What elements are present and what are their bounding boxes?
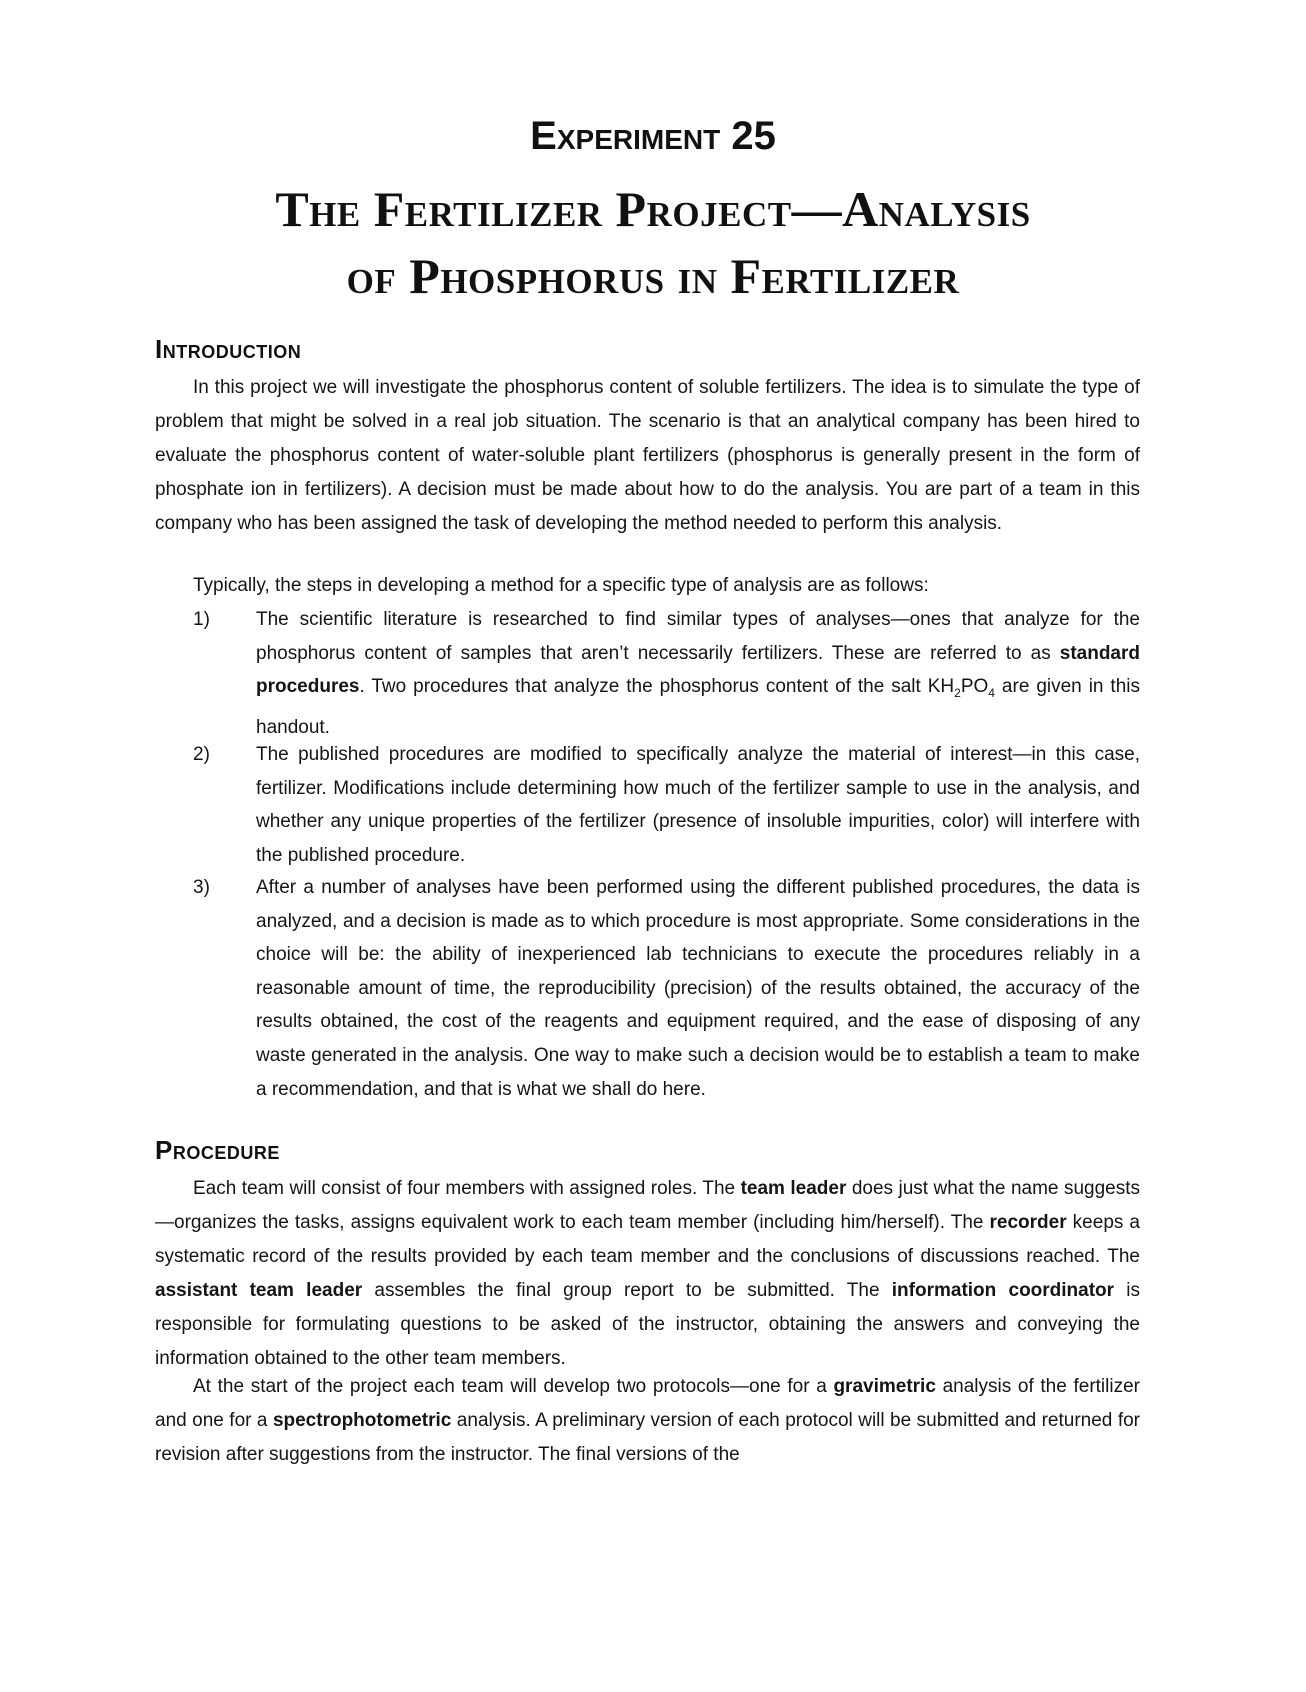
introduction-paragraph-2: Typically, the steps in developing a method for a specific type of analysis are as follows: — [193, 575, 929, 596]
text-run: does just what the name suggests—organizes the tasks, assigns equivalent work to each team member (including him/herself). The — [155, 1178, 1140, 1233]
text-run: keeps a systematic record of the results provided by each team member and the conclusions of discussions reached. The — [155, 1212, 1141, 1267]
step-1-text-c: are given in this handout. — [256, 676, 1140, 738]
procedure-paragraph-2 — [155, 1370, 1140, 1472]
text-run: analysis of the fertilizer and one for a — [155, 1376, 1140, 1431]
introduction-paragraph-1: In this project we will investigate the phosphorus content of soluble fertilizers. The idea is to simulate the type of problem that might be solved in a real job situation. The scenario is that an analytical company has been hired to evaluate the phosphorus content of water-soluble plant fertilizers (phosphorus is generally present in the form of phosphate ion in fertilizers). A decision must be made about how to do the analysis. You are part of a team in this company who has been assigned the task of developing the method needed to perform this analysis. — [155, 377, 1140, 534]
document-title — [60, 176, 1246, 310]
role-information-coordinator: information coordinator — [891, 1280, 1115, 1301]
procedure-paragraph-1 — [155, 1172, 1140, 1376]
list-item-step-1 — [155, 603, 1140, 744]
step-1-text-b: . Two procedures that analyze the phosphorus content of the salt — [359, 676, 928, 698]
text-run: At the start of the project each team will develop two protocols—one for a — [193, 1376, 834, 1397]
term-spectrophotometric: spectrophotometric — [272, 1410, 452, 1431]
formula-subscript: 2 — [954, 685, 961, 700]
text-run: analysis. A preliminary version of each protocol will be submitted and returned for revision after suggestions from the instructor. The final versions of the — [155, 1410, 1140, 1465]
role-team-leader: team leader — [740, 1178, 847, 1199]
step-1-bold-term: standard procedures — [256, 642, 1140, 698]
list-number: 1) — [193, 609, 210, 630]
role-assistant-team-leader: assistant team leader — [155, 1280, 363, 1301]
formula-part: KH — [927, 676, 955, 698]
experiment-label-text: Experiment 25 — [530, 114, 776, 158]
list-number: 3) — [193, 877, 210, 898]
step-1-text-a: The scientific literature is researched to find similar types of analyses—ones that analyze for the phosphorus content of samples that aren’t necessarily fertilizers. These are referred to as — [256, 609, 1140, 664]
list-item-text — [256, 603, 1140, 744]
formula-part: PO — [960, 676, 989, 698]
formula-kh2po4 — [927, 676, 995, 700]
introduction-heading: Introduction — [155, 334, 302, 364]
title-line-2: of Phosphorus in Fertilizer — [346, 248, 960, 304]
role-recorder: recorder — [989, 1212, 1067, 1233]
procedure-heading: Procedure — [155, 1135, 280, 1165]
term-gravimetric: gravimetric — [833, 1376, 936, 1397]
text-run: assembles the final group report to be submitted. The — [362, 1280, 892, 1301]
text-run: is responsible for formulating questions to be asked of the instructor, obtaining the answers and conveying the information obtained to the other team members. — [155, 1280, 1141, 1369]
list-item-step-3 — [155, 871, 1140, 1106]
formula-subscript: 4 — [988, 685, 995, 700]
list-item-text: After a number of analyses have been performed using the different published procedures, the data is analyzed, and a decision is made as to which procedure is most appropriate. Some considerations in the choice will be: the ability of inexperienced lab technicians to execute the procedures reliably in a reasonable amount of time, the reproducibility (precision) of the results obtained, the accuracy of the results obtained, the cost of the reagents and equipment required, and the ease of disposing of any waste generated in the analysis. One way to make such a decision would be to establish a team to make a recommendation, and that is what we shall do here. — [256, 877, 1140, 1100]
title-line-1: The Fertilizer Project—Analysis — [275, 181, 1031, 237]
list-number: 2) — [193, 744, 210, 765]
text-run: Each team will consist of four members with assigned roles. The — [193, 1178, 741, 1199]
list-item-step-2 — [155, 738, 1140, 872]
experiment-label — [0, 112, 1306, 160]
list-item-text: The published procedures are modified to specifically analyze the material of interest—in this case, fertilizer. Modifications include determining how much of the fertilizer sample to use in the analysis, and whether any unique properties of the fertilizer (presence of insoluble impurities, color) will interfere with the published procedure. — [256, 744, 1140, 866]
